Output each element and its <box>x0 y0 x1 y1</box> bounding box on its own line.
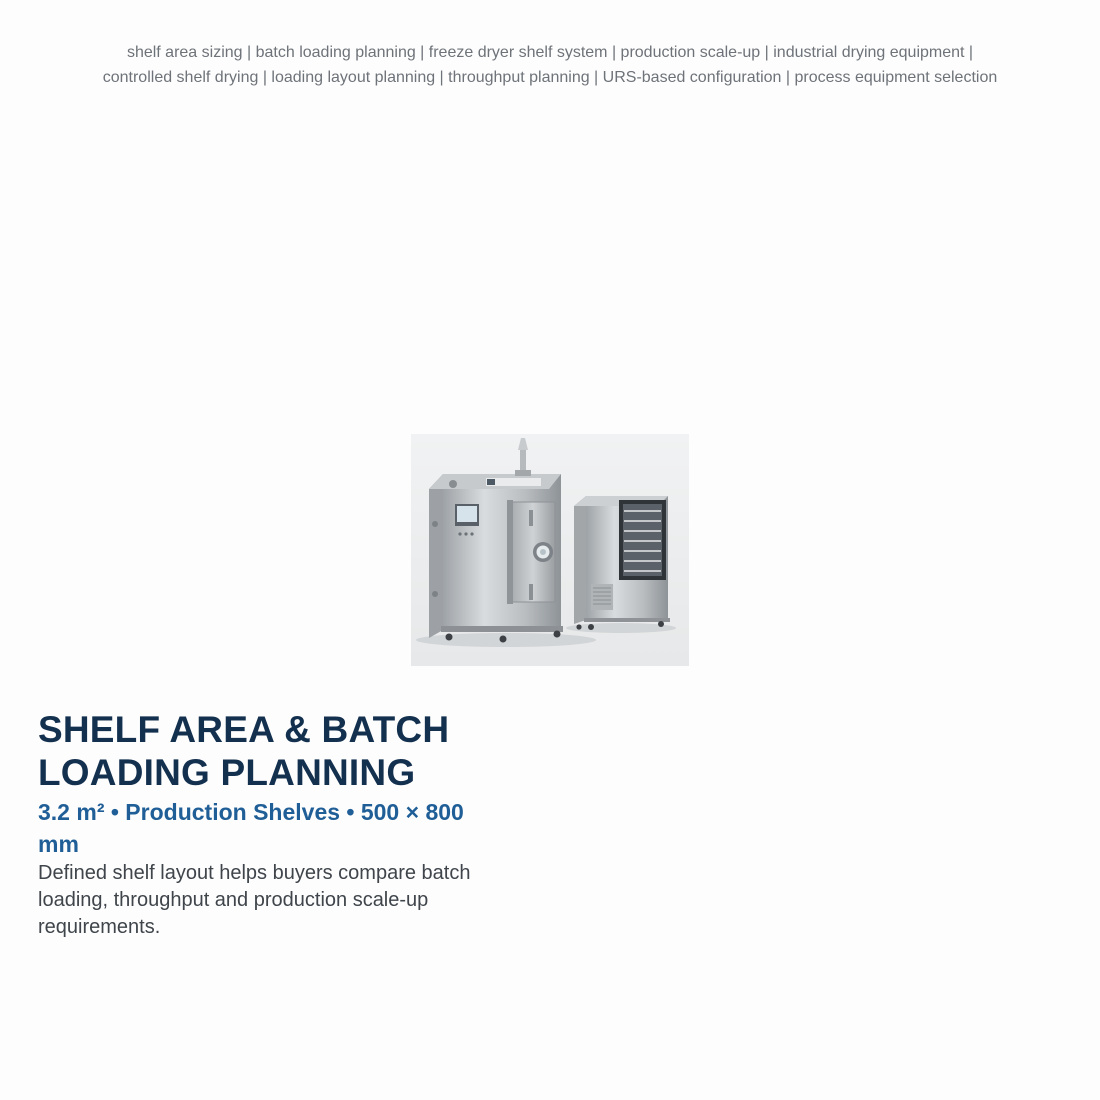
headline-line-2: LOADING PLANNING <box>38 752 416 793</box>
feature-description <box>38 860 518 941</box>
freeze-dryer-photo <box>411 434 689 666</box>
keyword-tags <box>0 40 1100 90</box>
keyword-line-1: shelf area sizing | batch loading planning | freeze dryer shelf system | production scale-up | industrial drying equipment | <box>126 44 974 61</box>
spec-summary <box>38 796 518 860</box>
spec-line-2: mm <box>38 831 79 857</box>
feature-headline <box>38 708 518 794</box>
keyword-line-2: controlled shelf drying | loading layout planning | throughput planning | URS-based configuration | process equipment selection <box>102 69 998 86</box>
feature-text-block <box>38 708 518 941</box>
freeze-dryer-illustration <box>411 434 689 666</box>
description-line-1: Defined shelf layout helps buyers compare batch <box>38 862 471 884</box>
description-line-3: requirements. <box>38 916 161 938</box>
spec-line-1: 3.2 m² • Production Shelves • 500 × 800 <box>38 799 464 825</box>
description-line-2: loading, throughput and production scale-up <box>38 889 429 911</box>
headline-line-1: SHELF AREA & BATCH <box>38 709 450 750</box>
